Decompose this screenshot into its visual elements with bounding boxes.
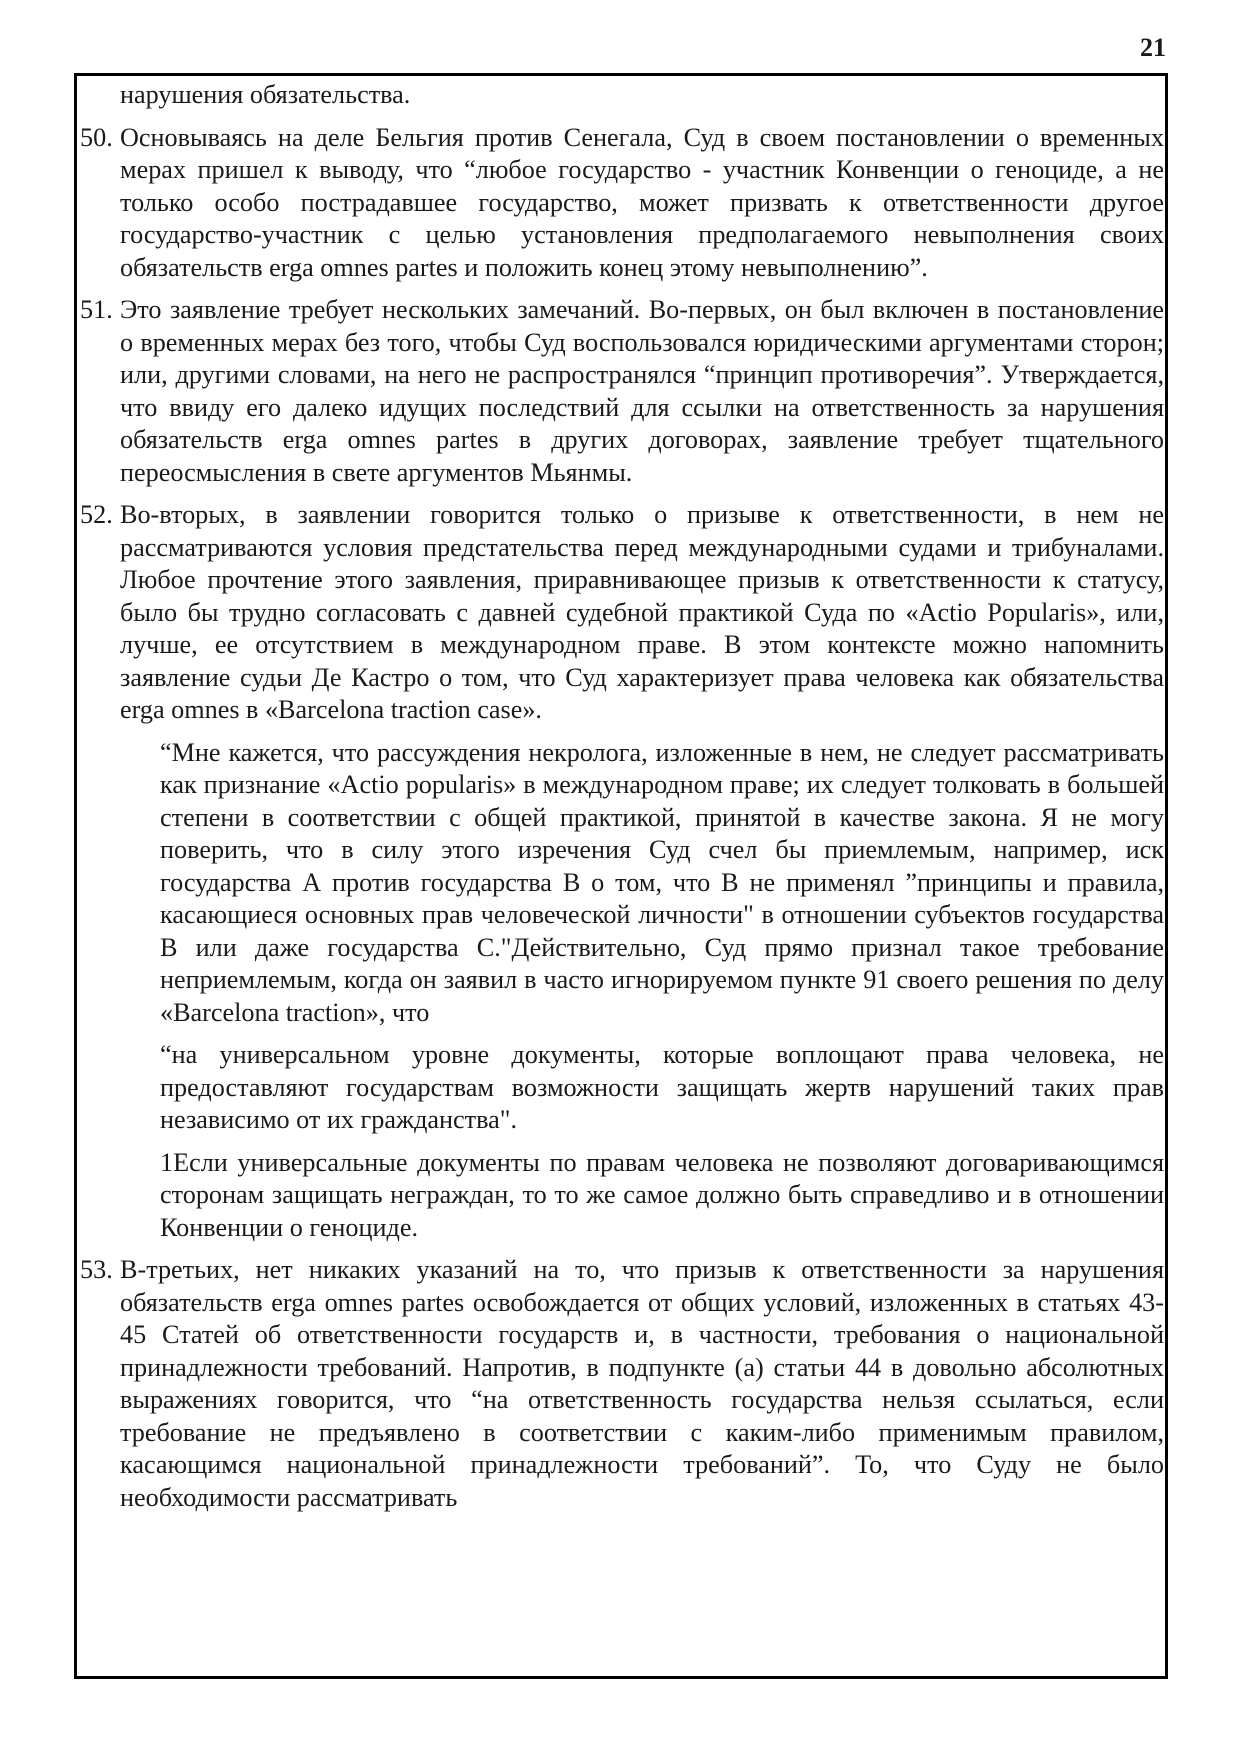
paragraph-number: 50.	[80, 122, 113, 152]
paragraph-number: 52.	[80, 500, 113, 529]
paragraph-50	[80, 122, 1164, 285]
page-number: 21	[1140, 33, 1166, 62]
paragraph-text: В-третьих, нет никаких указаний на то, что призыв к ответственности за нарушения обязательств erga omnes partes освобождается от общих условий, изложенных в статьях 43-45 Статей об ответственности государств и, в частности, требования о национальной принадлежности требований. Напротив, в подпункте (а) статьи 44 в довольно абсолютных выражениях говорится, что “на ответственность государства нельзя ссылаться, если требование не предъявлено в соответствии с каким-либо применимым правилом, касающимся национальной принадлежности требований”. То, что Суду не было необходимости рассматривать	[120, 1255, 1164, 1512]
paragraph-52	[80, 499, 1164, 727]
paragraph-text: Основываясь на деле Бельгия против Сенегала, Суд в своем постановлении о временных мерах пришел к выводу, что “любое государство - участник Конвенции о геноциде, а не только особо пострадавшее государство, может призвать к ответственности другое государство-участник с целью установления предполагаемого невыполнения своих обязательств erga omnes partes и положить конец этому невыполнению”.	[120, 122, 1164, 282]
paragraph-51	[80, 294, 1164, 489]
paragraph-number: 51.	[80, 295, 113, 324]
block-quote-3: 1Если универсальные документы по правам человека не позволяют договаривающимся сторонам защищать неграждан, то то же самое должно быть справедливо и в отношении Конвенции о геноциде.	[160, 1147, 1164, 1242]
paragraph-53	[80, 1254, 1164, 1514]
block-quote-2: “на универсальном уровне документы, которые воплощают права человека, не предоставляют государствам возможности защищать жертв нарушений таких прав независимо от их гражданства".	[160, 1040, 1164, 1134]
paragraph-text: Во-вторых, в заявлении говорится только о призыве к ответственности, в нем не рассматриваются условия предстательства перед международными судами и трибуналами. Любое прочтение этого заявления, приравнивающее призыв к ответственности к статусу, было бы трудно согласовать с давней судебной практикой Суда по «Actio Popularis», или, лучше, ее отсутствием в международном праве. В этом контексте можно напомнить заявление судьи Де Кастро о том, что Суд характеризует права человека как обязательства erga omnes в «Barcelona traction case».	[120, 500, 1164, 724]
document-body	[80, 79, 1164, 1524]
paragraph-number: 53.	[80, 1255, 113, 1284]
paragraph-text: Это заявление требует нескольких замечаний. Во-первых, он был включен в постановление о временных мерах без того, чтобы Суд воспользовался юридическими аргументами сторон; или, другими словами, на него не распространялся “принцип противоречия”. Утверждается, что ввиду его далеко идущих последствий для ссылки на ответственность за нарушения обязательств erga omnes partes в других договорах, заявление требует тщательного переосмысления в свете аргументов Мьянмы.	[120, 295, 1164, 487]
block-quote-1: “Мне кажется, что рассуждения некролога, изложенные в нем, не следует рассматривать как признание «Actio popularis» в международном праве; их следует толковать в большей степени в соответствии с общей практикой, принятой в качестве закона. Я не могу поверить, что в силу этого изречения Суд счел бы приемлемым, например, иск государства А против государства В о том, что В не применял ”принципы и правила, касающиеся основных прав человеческой личности" в отношении субъектов государства В или даже государства С."Действительно, Суд прямо признал такое требование неприемлемым, когда он заявил в часто игнорируемом пункте 91 своего решения по делу «Barcelona traction», что	[160, 737, 1164, 1027]
continuation-text: нарушения обязательства.	[120, 80, 411, 109]
